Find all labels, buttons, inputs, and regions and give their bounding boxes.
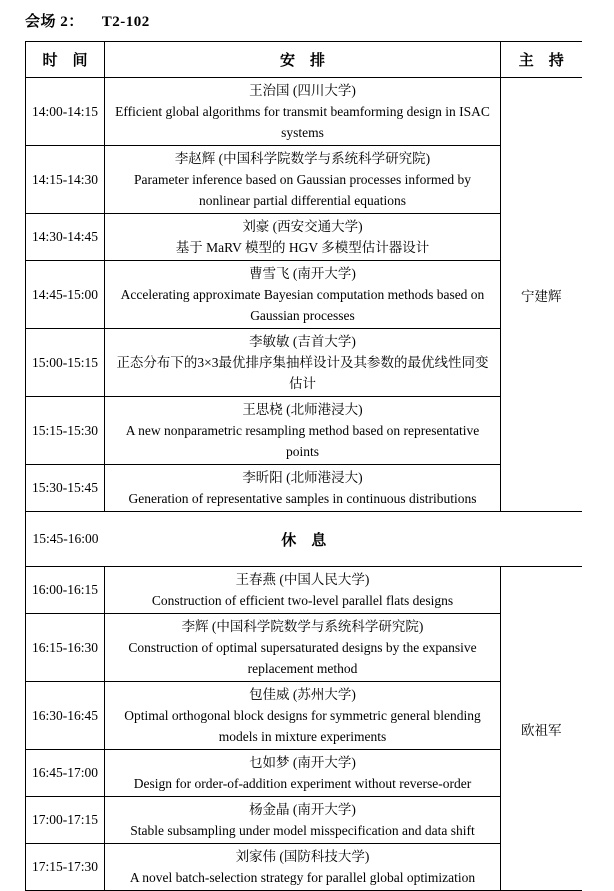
speaker-name: 李辉 (中国科学院数学与系统科学研究院) <box>181 619 424 634</box>
schedule-cell <box>105 261 501 329</box>
schedule-cell <box>105 797 501 844</box>
chair-cell: 欧祖军 <box>501 567 582 891</box>
speaker-name: 刘家伟 (国防科技大学) <box>235 849 370 864</box>
header-time: 时 间 <box>26 42 105 78</box>
schedule-cell <box>105 567 501 614</box>
break-time: 15:45-16:00 <box>32 531 99 546</box>
talk-title: Construction of optimal supersaturated designs by the expansive replacement method <box>128 640 477 676</box>
schedule-cell <box>105 844 501 891</box>
chair-cell: 宁建辉 <box>501 78 582 512</box>
speaker-name: 杨金晶 (南开大学) <box>249 802 356 817</box>
time-cell: 14:45-15:00 <box>26 261 105 329</box>
time-cell: 15:15-15:30 <box>26 397 105 465</box>
talk-title: 基于 MaRV 模型的 HGV 多模型估计器设计 <box>175 240 430 255</box>
talk-title: A novel batch-selection strategy for parallel global optimization <box>129 870 476 885</box>
time-cell: 16:15-16:30 <box>26 614 105 682</box>
time-cell: 15:30-15:45 <box>26 465 105 512</box>
break-label: 休 息 <box>281 532 327 549</box>
table-row <box>26 844 582 891</box>
table-row <box>26 682 582 750</box>
schedule-cell <box>105 750 501 797</box>
speaker-name: 李赵辉 (中国科学院数学与系统科学研究院) <box>174 151 431 166</box>
talk-title: A new nonparametric resampling method based on representative points <box>125 423 480 459</box>
page-title <box>25 10 614 31</box>
time-cell: 16:45-17:00 <box>26 750 105 797</box>
talk-title: 正态分布下的3×3最优排序集抽样设计及其参数的最优线性同变估计 <box>116 355 489 391</box>
table-row <box>26 797 582 844</box>
talk-title: Efficient global algorithms for transmit beamforming design in ISAC systems <box>115 104 490 140</box>
speaker-name: 王思桡 (北师港浸大) <box>242 402 363 417</box>
table-row <box>26 329 582 397</box>
table-row <box>26 397 582 465</box>
time-cell: 16:00-16:15 <box>26 567 105 614</box>
header-chair: 主 持 <box>501 42 582 78</box>
schedule-cell <box>105 614 501 682</box>
speaker-name: 刘豪 (西安交通大学) <box>242 219 363 234</box>
time-cell: 16:30-16:45 <box>26 682 105 750</box>
speaker-name: 曹雪飞 (南开大学) <box>249 266 356 281</box>
talk-title: Accelerating approximate Bayesian computation methods based on Gaussian processes <box>120 287 485 323</box>
talk-title: Stable subsampling under model misspecification and data shift <box>130 823 475 838</box>
schedule-cell <box>105 146 501 214</box>
venue-label: 会场 2： <box>25 14 84 30</box>
header-schedule: 安 排 <box>105 42 501 78</box>
talk-title: Design for order-of-addition experiment without reverse-order <box>133 776 472 791</box>
break-row <box>26 512 582 567</box>
speaker-name: 王春燕 (中国人民大学) <box>235 572 370 587</box>
table-row <box>26 750 582 797</box>
speaker-name: 王治国 (四川大学) <box>249 83 356 98</box>
schedule-cell <box>105 682 501 750</box>
break-cell <box>26 512 582 567</box>
table-row <box>26 614 582 682</box>
table-row <box>26 78 582 146</box>
time-cell: 17:15-17:30 <box>26 844 105 891</box>
talk-title: Generation of representative samples in continuous distributions <box>128 491 477 506</box>
table-row <box>26 465 582 512</box>
time-cell: 17:00-17:15 <box>26 797 105 844</box>
schedule-cell <box>105 329 501 397</box>
time-cell: 14:30-14:45 <box>26 214 105 261</box>
room-number: T2-102 <box>101 14 150 30</box>
talk-title: Parameter inference based on Gaussian processes informed by nonlinear partial differential equations <box>134 172 471 208</box>
table-row <box>26 146 582 214</box>
header-row <box>26 42 582 78</box>
table-row <box>26 567 582 614</box>
schedule-cell <box>105 78 501 146</box>
speaker-name: 李昕阳 (北师港浸大) <box>242 470 363 485</box>
speaker-name: 李敏敏 (吉首大学) <box>249 334 356 349</box>
time-cell: 14:00-14:15 <box>26 78 105 146</box>
table-row <box>26 214 582 261</box>
talk-title: Construction of efficient two-level parallel flats designs <box>151 593 454 608</box>
schedule-cell <box>105 465 501 512</box>
time-cell: 15:00-15:15 <box>26 329 105 397</box>
schedule-cell <box>105 214 501 261</box>
time-cell: 14:15-14:30 <box>26 146 105 214</box>
speaker-name: 乜如梦 (南开大学) <box>249 755 356 770</box>
talk-title: Optimal orthogonal block designs for symmetric general blending models in mixture experiments <box>124 708 481 744</box>
schedule-cell <box>105 397 501 465</box>
table-row <box>26 261 582 329</box>
session-schedule-table <box>25 41 582 891</box>
speaker-name: 包佳威 (苏州大学) <box>249 687 356 702</box>
